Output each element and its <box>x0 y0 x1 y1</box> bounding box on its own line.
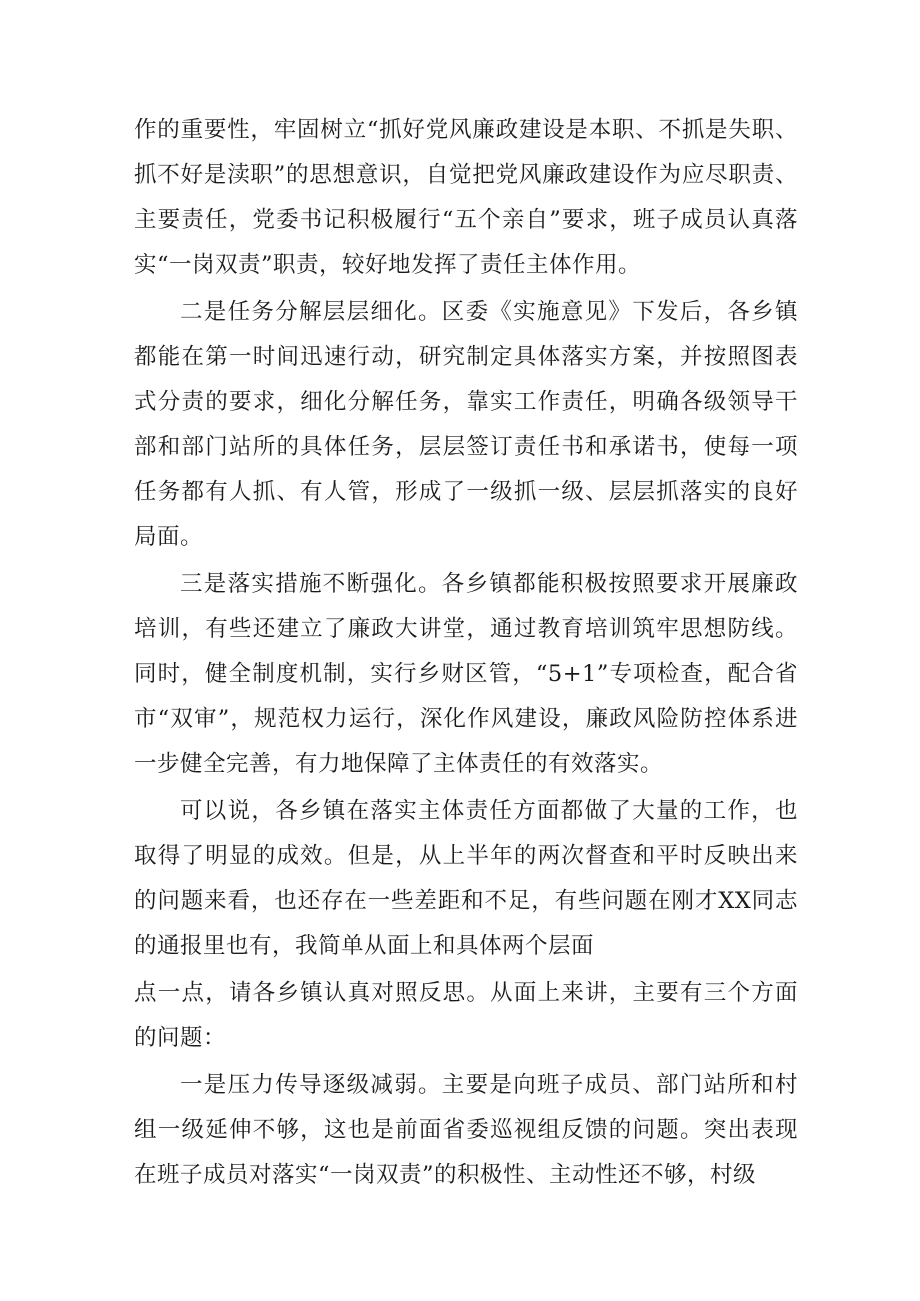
paragraph-pressure-weakening: 一是压力传导逐级减弱。主要是向班子成员、部门站所和村组一级延伸不够，这也是前面省委巡视组反馈的问题。突出表现在班子成员对落实“一岗双责”的积极性、主动性还不够，村级 <box>134 1072 798 1188</box>
paragraph-measures-strengthened: 三是落实措施不断强化。各乡镇都能积极按照要求开展廉政培训，有些还建立了廉政大讲堂，通过教育培训筑牢思想防线。同时，健全制度机制，实行乡财区管，“5+1”专项检查，配合省市“双审”，规范权力运行，深化作风建设，廉政风险防控体系进一步健全完善，有力地保障了主体责任的有效落实。 <box>134 571 798 777</box>
paragraph-responsibility-awareness: 作的重要性，牢固树立“抓好党风廉政建设是本职、不抓是失职、抓不好是渎职”的思想意识，自觉把党风廉政建设作为应尽职责、主要责任，党委书记积极履行“五个亲自”要求，班子成员认真落实“一岗双责”职责，较好地发挥了责任主体作用。 <box>134 117 798 278</box>
paragraph-reflection-intro: 点一点，请各乡镇认真对照反思。从面上来讲，主要有三个方面的问题： <box>134 980 798 1051</box>
document-body <box>134 108 798 1198</box>
paragraph-task-breakdown: 二是任务分解层层细化。区委《实施意见》下发后，各乡镇都能在第一时间迅速行动，研究制定具体落实方案，并按照图表式分责的要求，细化分解任务，靠实工作责任，明确各级领导干部和部门站所的具体任务，层层签订责任书和承诺书，使每一项任务都有人抓、有人管，形成了一级抓一级、层层抓落实的良好局面。 <box>134 299 798 550</box>
paragraph-achievements-and-gaps: 可以说，各乡镇在落实主体责任方面都做了大量的工作，也取得了明显的成效。但是，从上半年的两次督查和平时反映出来的问题来看，也还存在一些差距和不足，有些问题在刚才XX同志的通报里也有，我简单从面上和具体两个层面 <box>134 798 798 959</box>
